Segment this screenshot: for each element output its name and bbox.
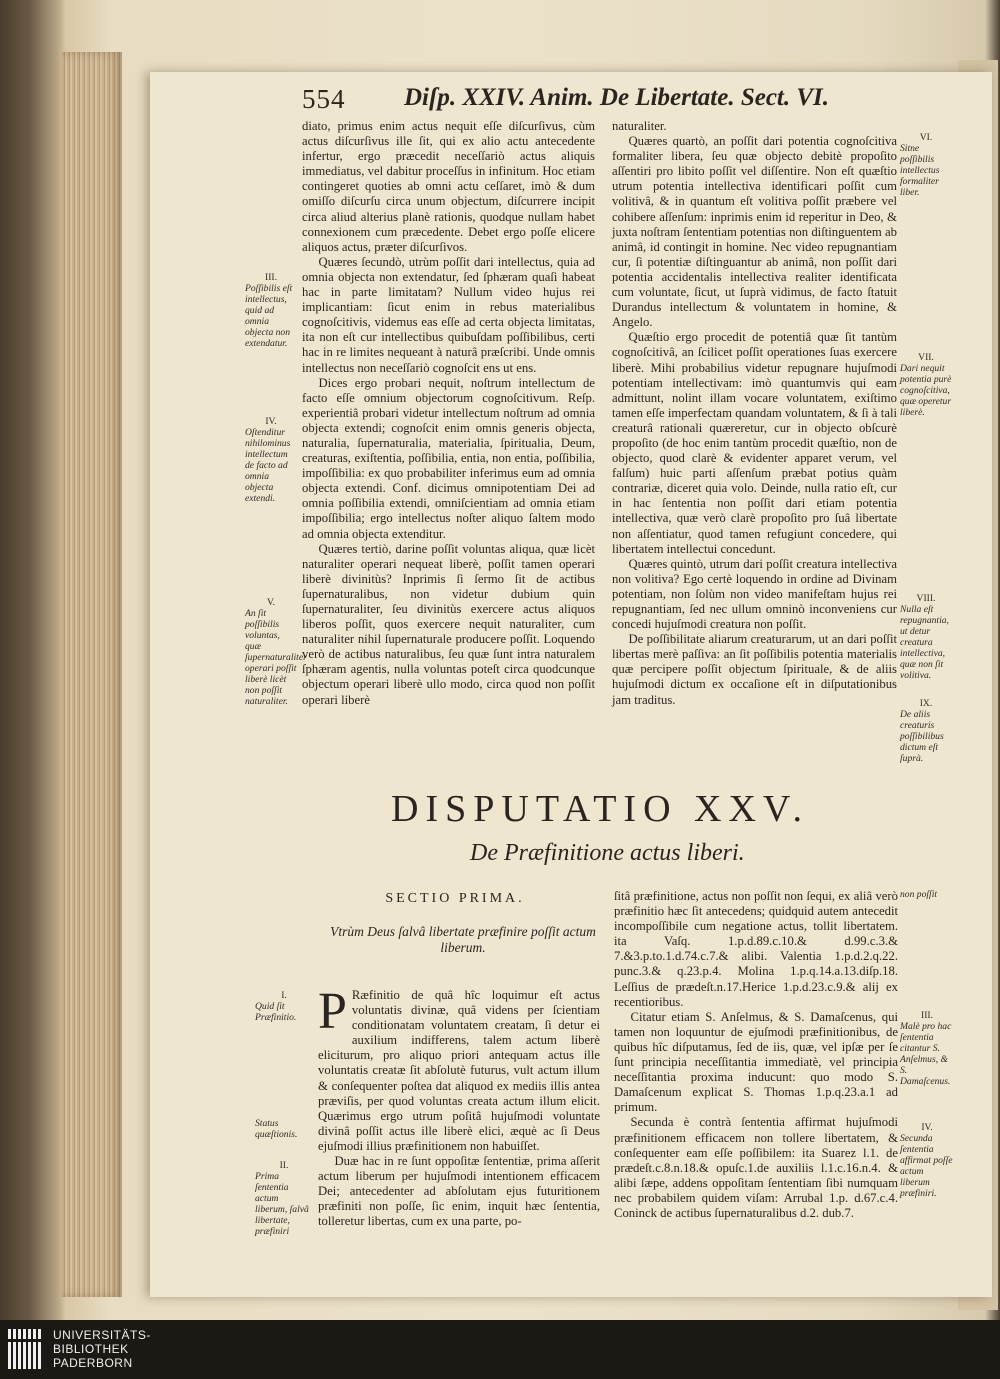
- lower-left-column: [318, 983, 600, 1230]
- marginal-note: III. Malè pro hac ſententia citantur S. Anſelmus, & S. Damaſcenus.: [900, 1010, 952, 1087]
- paragraph: P Ræfinitio de quâ hîc loquimur eſt actus voluntatis divinæ, quâ videns per ſcientiam conditionatam voluntatem creatam, ſi detur ei auxilium indifferens, talem actum liberè eliciturum, pro aliquo priori antequam actus ille voluntatis creatæ ſit abſolutè futurus, vult actum illum & conſequenter poſtea dat aliquod ex mediis illis antea præviſis, per quod voluntas creata actum illum elicit. Quærimus ergo utrum poſitâ hujuſmodi voluntate divinâ poſſit actus ille liberè elici, æquè ac ſi Deus ejuſmodi illius præfinitionem non habuiſſet.: [318, 983, 600, 1153]
- footer-bar: [0, 1320, 1000, 1379]
- marginal-note: IX. De aliis creaturis poſſibilibus dictum eſt ſuprà.: [900, 698, 944, 764]
- left-column: [302, 119, 595, 708]
- library-name-line: PADERBORN: [53, 1356, 133, 1370]
- marginal-note: Status quæſtionis.: [255, 1118, 298, 1140]
- paragraph: Quæres ſecundò, utrùm poſſit dari intellectus, quia ad omnia objecta non extendatur, ſed ſphæram quaſi habeat hac in parte limitatam? Nullum video hujus rei implicantiam: ſicut enim in rebus materialibus cognoſcitivis, videmus eas eſſe ad certa objecta limitatas, ita non eſt cur intellectibus quibuſdam poſſibilibus, certi hac in re limites nequeant à naturâ præſcribi. Unde omnis intellectus non neceſſariò cognoſcit ens ut ens.: [302, 254, 595, 375]
- paragraph: diato, primus enim actus nequit eſſe diſcurſivus, cùm actus diſcurſivus ille ſit, qui ex alio actu antecedente infertur, ergo præcedit neceſſariò actus aliquis immediatus, vel dabitur proceſſus in infinitum. Hoc etiam contingeret quoties ab omni actu ceſſaret, imò & dum omiſſo diſcurſu circa unum objectum, diſcurrere incipit circa aliud alterius planè rationis, quodque nullam habet connexionem cum præcedente. Debet ergo poſſe elicere aliquos actus, præter diſcurſivos.: [302, 119, 595, 254]
- library-name-line: UNIVERSITÄTS-: [53, 1328, 151, 1342]
- university-library-logo-icon: [8, 1329, 44, 1369]
- paragraph: Quæres quartò, an poſſit dari potentia cognoſcitiva formaliter libera, ſeu quæ objecto debitè propoſito aſſentiri pro libito poſſit vel diſſentire. Non eſt quæſtio utrum potentia intellectiva identificari poſſit cum volitivâ, & in quantum eſt volitiva poſſit præbere vel cohibere aſſenſum: inprimis enim id reperitur in Deo, & juxta noſtram ſententiam potentias non diſtinguentem ab animâ, id contingit in homine. Nec video repugnantiam cur, ſi potentiæ diſtinguantur ab animâ, non poſſit dari potentia accidentalis intellectiva realiter identificata cum voluntate, ſicut, ut ſuprà vidimus, de facto ſtatuit Durandus intellectum & voluntatem in homine, & Angelo.: [612, 134, 897, 330]
- drop-cap: P: [318, 983, 347, 1040]
- paragraph: Quæres quintò, utrum dari poſſit creatura intellectiva non volitiva? Ego certè loquendo in ordine ad Divinam potentiam, non ſolùm non video manifeſtam hujus rei repugnantiam, ſed nec ullum omninò inconveniens cur concedi hujuſmodi creatura non poſſit.: [612, 556, 897, 632]
- paragraph: Secunda è contrà ſententia affirmat hujuſmodi præfinitionem efficacem non tollere libertatem, & conſequenter eam eſſe poſſibilem: ita Suarez l.1. de prædeſt.c.8.n.18.& opuſc.1.de auxiliis l.1.c.16.n.4. & alibi ſæpe, addens oppoſitam ſententiam ſibi numquam nec probabilem quidem viſam: Arrubal 1.p. d.67.c.4. Coninck de actibus ſupernaturalibus d.2. dub.7.: [614, 1115, 898, 1220]
- paragraph: Duæ hac in re ſunt oppoſitæ ſententiæ, prima aſſerit actum liberum per hujuſmodi intentionem efficacem Dei; antecedenter ad abſolutam ejus futuritionem præfiniti non poſſe, ſic enim, inquit hæc ſententia, tolleretur libertas, cum ex una parte, po-: [318, 1154, 600, 1229]
- disputatio-title: DISPUTATIO XXV.: [391, 788, 809, 830]
- book-fore-edge: [62, 52, 122, 1297]
- marginal-note: V. An ſit poſſibilis voluntas, quæ ſupernaturaliter operari poſſit liberè licèt non poſſit naturaliter.: [245, 597, 307, 707]
- paragraph: Quæres tertiò, darine poſſit voluntas aliqua, quæ licèt naturaliter operari nequeat liberè, poſſit tamen operari liberè divinitùs? Inprimis ſi ſermo ſit de actibus ſupernaturalibus, non videtur dubium quin ſupernaturaliter, ſeu divinitùs exercere actus aliquos liberos poſſit, quos exercere nequit naturaliter, cum naturaliter nihil ſupernaturale producere poſſit. Loquendo verò de actibus naturalibus, ſeu quæ ſunt intra naturalem ſphæram agentis, nulla voluntas poteſt circa quodcunque objectum operari liberè ullo modo, circa quod non poſſit operari liberè: [302, 541, 595, 707]
- marginal-note: VI. Sitne poſſibilis intellectus formaliter liber.: [900, 132, 940, 198]
- paragraph: De poſſibilitate aliarum creaturarum, ut an dari poſſit libertas merè paſſiva: an ſit poſſibilis potentia materialis quæ percipere poſſit objectum ſpirituale, & de aliis hujuſmodi dictum ex occaſione eſt in diſputationibus jam traditus.: [612, 632, 897, 707]
- library-name-line: BIBLIOTHEK: [53, 1342, 129, 1356]
- disputatio-subtitle: De Præfinitione actus liberi.: [470, 840, 745, 866]
- library-name: [53, 1328, 151, 1370]
- question-title: Vtrùm Deus ſalvâ libertate præfinire poſſit actum liberum.: [330, 924, 596, 955]
- running-title: Diſp. XXIV. Anim. De Libertate. Sect. VI.: [404, 84, 830, 111]
- marginal-note: VII. Dari nequit potentia purè cognoſcitiva, quæ operetur liberè.: [900, 352, 952, 418]
- marginal-note: IV. Oſtenditur nihilominus intellectum de facto ad omnia objecta extendi.: [245, 416, 291, 504]
- marginal-note: III. Poſſibilis eſt intellectus, quid ad omnia objecta non extendatur.: [245, 272, 293, 349]
- marginal-note: II. Prima ſententia actum liberum, ſalvâ libertate, præfiniri: [255, 1160, 309, 1237]
- marginal-note: non poſſit: [900, 889, 938, 900]
- paragraph: Dices ergo probari nequit, noſtrum intellectum de facto eſſe omnium objectorum cognoſcitivum. Reſp. experientiâ probari videtur intellectum noſtrum ad omnia objecta extendi; cognoſcit enim omnis generis objecta, naturalia, ſupernaturalia, materialia, ſpiritualia, Deum, creaturas, exiſtentia, poſſibilia, entia, non entia, poſſibilia, impoſſibilia: ex quo probabiliter inferimus eum ad omnia objecta extendi. Conf. dicimus omnipotentiam Dei ad omnia poſſibilia extendi, omniſcientiam ad omnia etiam impoſſibilia; ergo intellectus noſter aliquo ſaltem modo ad omnia objecta extenditur.: [302, 375, 595, 541]
- paragraph: ſitâ præfinitione, actus non poſſit non ſequi, ex aliâ verò præfinitio hæc ſit antecedens; quidquid autem antecedit incompoſſibile cum negatione actus, tollit libertatem. ita Vaſq. 1.p.d.89.c.10.& d.99.c.3.& 7.&3.p.to.1.d.74.c.7.& alibi. Valentia 1.p.d.2.q.22. punc.3.& q.23.p.4. Molina 1.p.q.14.a.13.diſp.18. Leſſius de prædeſt.n.17.Herice 1.p.d.23.c.9.& alij ex recentioribus.: [614, 889, 898, 1009]
- section-title: SECTIO PRIMA.: [385, 891, 525, 906]
- marginal-note: I. Quid ſit Præfinitio.: [255, 990, 297, 1023]
- marginal-note: VIII. Nulla eſt repugnantia, ut detur creatura intellectiva, quæ non ſit volitiva.: [900, 593, 949, 681]
- paragraph: naturaliter.: [612, 119, 667, 133]
- paragraph: Quæſtio ergo procedit de potentiâ quæ ſit tantùm cognoſcitivâ, an ſcilicet poſſit operationes ſuas exercere liberè. Mihi probabilius videtur repugnare hujuſmodi potentiam intellectivam: imò quantumvis qui eam admittunt, nolint illam vocare voluntatem, exiſtimo tamen eſſe imperfectam quandam voluntatem, & ſi à tali creaturâ rationali quæreretur, cur in objecto obſcurè propoſito (de hoc enim tantùm procedit quæſtio, non de objecto, quod clarè & evidenter apparet verum, vel falſum) huic parti aſſenſum præbat potius quàm contrariæ, diceret quia volo. Deinde, nulla ratio eſt, cur in hac ſententia non poſſit dari etiam potentia intellectiva, quæ verò clarè propoſito pro ſuâ libertate non aſſentiatur, quod tamen refugiunt concedere, qui libertatem intellectui concedunt.: [612, 330, 897, 556]
- page-number: 554: [302, 84, 346, 114]
- lower-right-column: [614, 889, 898, 1221]
- right-column: [612, 119, 897, 708]
- paragraph: Citatur etiam S. Anſelmus, & S. Damaſcenus, qui tamen non loquuntur de ejuſmodi præfinitionibus, de quibus hîc diſputamus, ſed de iis, quæ, vel ipſæ per ſe ſunt principia neceſſitantia immediatè, vel principia neceſſitantia proxima inducunt: quo modo S. Damaſcenum explicat S. Thomas 1.p.q.23.a.1 ad primum.: [614, 1009, 898, 1115]
- marginal-note: IV. Secunda ſententia affirmat poſſe actum liberum præfiniri.: [900, 1122, 953, 1199]
